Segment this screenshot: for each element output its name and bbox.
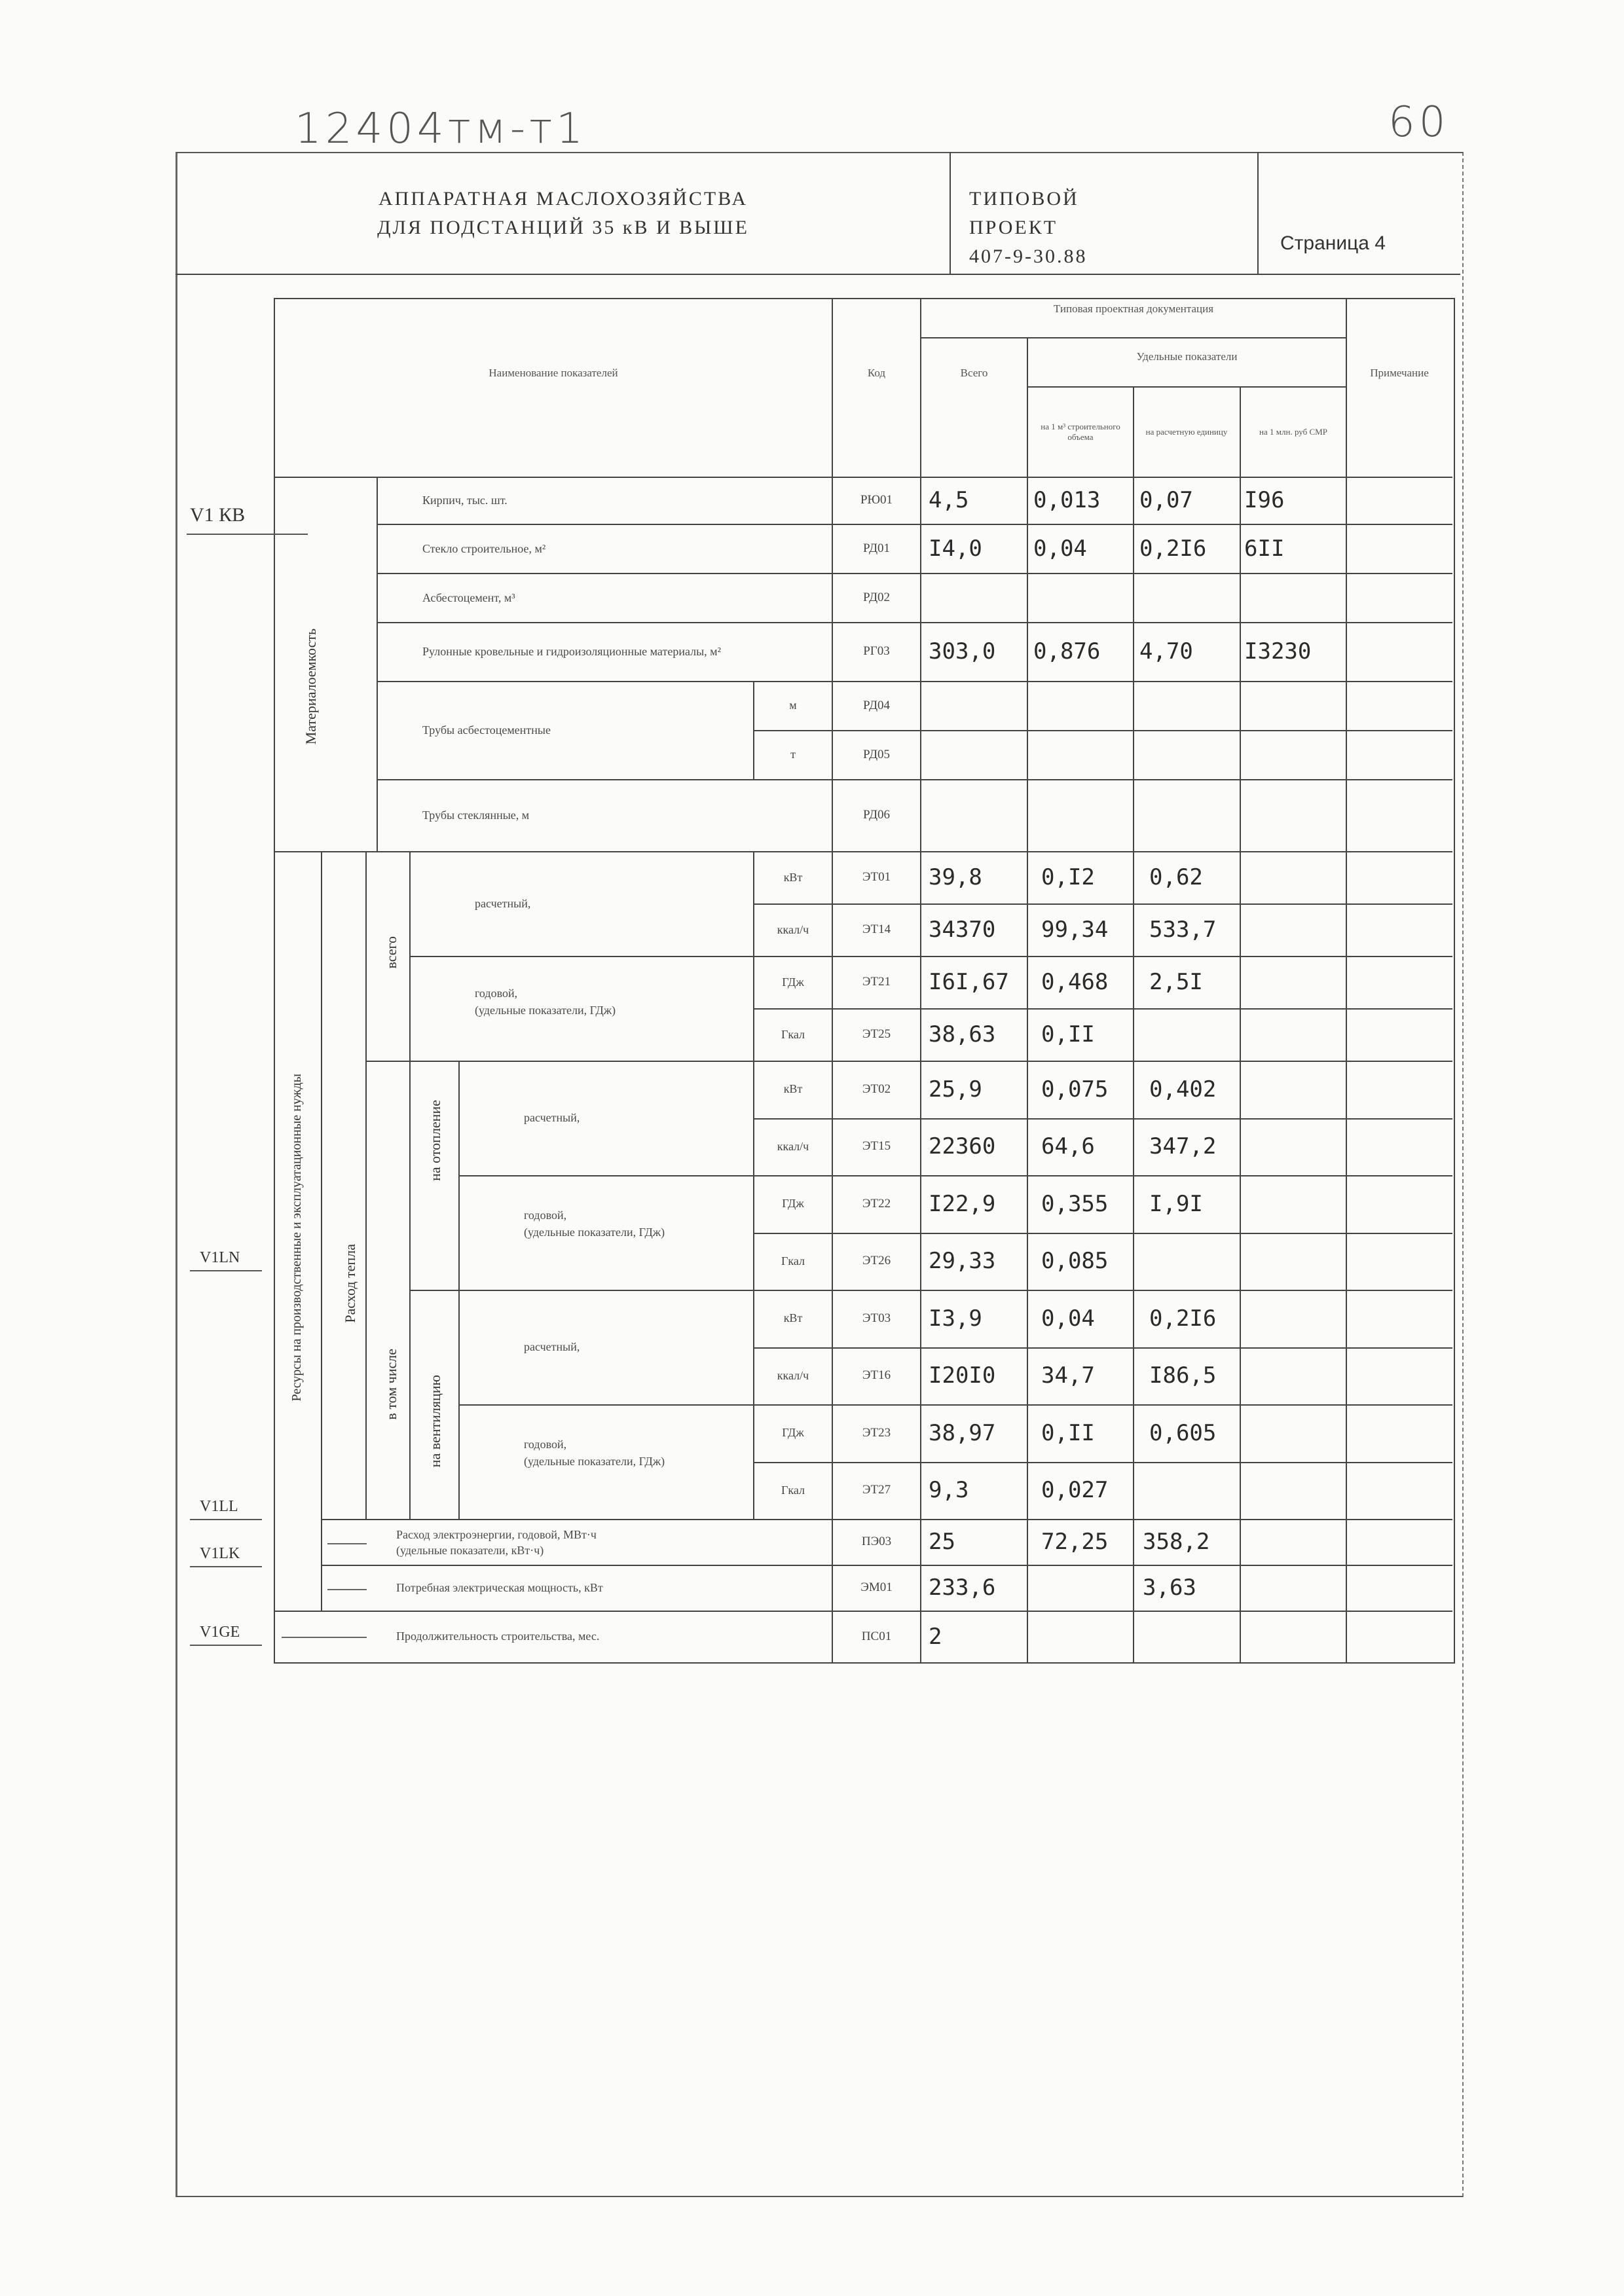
heat-code: ЭТ02 [862, 1082, 891, 1096]
heat-unit: ГДж [782, 975, 804, 989]
heat-per-m3: 0,II [1041, 1021, 1095, 1048]
heat-code: ЭТ22 [862, 1196, 891, 1211]
head-code: Код [867, 367, 886, 379]
heat-per-m3: 0,355 [1041, 1190, 1109, 1217]
title-divider-2 [1257, 152, 1259, 274]
total-label: всего [383, 936, 399, 969]
material-total: 303,0 [929, 638, 996, 665]
heat-code: ЭТ03 [862, 1311, 891, 1325]
col-sep-smr [1240, 386, 1241, 1662]
power-total: 233,6 [929, 1575, 996, 1601]
heat-annual-name: годовой, [524, 1209, 567, 1222]
material-name: Стекло строительное, м² [422, 541, 546, 555]
heat-per-m3: 0,04 [1041, 1305, 1095, 1332]
heat-per-m3: 0,468 [1041, 969, 1109, 995]
title-block-divider [175, 274, 1460, 275]
heat-total: 9,3 [929, 1477, 969, 1504]
margin-code-v1ge: V1GE [200, 1624, 240, 1641]
heat-per-unit: 347,2 [1149, 1133, 1217, 1160]
heat-per-unit: I,9I [1149, 1190, 1203, 1217]
heat-unit: ккал/ч [777, 922, 809, 936]
v1kv-leader [187, 534, 308, 535]
document-title [282, 185, 845, 242]
heat-label: Расход тепла [342, 1244, 358, 1323]
title-line-1: АППАРАТНАЯ МАСЛОХОЗЯЙСТВА [378, 188, 748, 210]
heat-label-sep [365, 851, 367, 1519]
heating-label: на отопление [427, 1100, 443, 1181]
heat-per-m3: 0,I2 [1041, 864, 1095, 890]
material-name: Асбестоцемент, м³ [422, 591, 515, 604]
v1ge-underline [190, 1645, 262, 1646]
power-name: Потребная электрическая мощность, кВт [396, 1580, 603, 1594]
handwritten-doc-id: 12404тм-т1 [295, 105, 587, 153]
heat-total: 29,33 [929, 1248, 996, 1275]
heat-unit: Гкал [781, 1483, 805, 1497]
duration-leader [282, 1637, 367, 1638]
heat-total: 39,8 [929, 864, 982, 890]
head-per-smr: на 1 млн. руб СМР [1259, 427, 1327, 437]
heat-annual-name: годовой, [475, 987, 518, 1000]
electricity-m3: 72,25 [1041, 1529, 1109, 1555]
power-unit: 3,63 [1143, 1575, 1196, 1601]
material-code: РД02 [862, 590, 891, 604]
material-name: Рулонные кровельные и гидроизоляционные материалы, м² [422, 645, 721, 658]
material-code: РЮ01 [860, 493, 893, 507]
margin-code-v1lk: V1LK [200, 1545, 240, 1562]
heat-annual-name-block [475, 985, 616, 1019]
electricity-unit: 358,2 [1143, 1529, 1210, 1555]
electricity-code: ПЭ03 [861, 1535, 892, 1548]
heat-per-unit: 0,2I6 [1149, 1305, 1217, 1332]
heat-code: ЭТ01 [862, 870, 891, 884]
heat-total: 38,63 [929, 1021, 996, 1048]
heat-annual-name: годовой, [524, 1438, 567, 1451]
duration-total: 2 [929, 1623, 942, 1650]
heat-code: ЭТ15 [862, 1139, 891, 1154]
margin-code-v1ll: V1LL [200, 1498, 238, 1515]
duration-name: Продолжительность строительства, мес. [396, 1630, 600, 1643]
project-block [969, 185, 1166, 271]
heat-total: 22360 [929, 1133, 996, 1160]
head-name: Наименование показателей [489, 367, 618, 379]
col-sep-note [1346, 298, 1347, 1662]
heat-unit: кВт [783, 1311, 803, 1325]
col-sep-unit [1133, 386, 1134, 1662]
heat-code: ЭТ23 [862, 1425, 891, 1440]
heat-per-unit: 0,402 [1149, 1076, 1217, 1102]
page-label: Страница 4 [1280, 232, 1386, 254]
margin-code-v1ln: V1LN [200, 1249, 240, 1266]
col-sep-total [920, 298, 921, 1662]
heat-annual-name-block [524, 1207, 665, 1241]
v1ll-underline [190, 1519, 262, 1520]
handwritten-sheet-number: 60 [1388, 98, 1450, 147]
heat-per-unit: I86,5 [1149, 1362, 1217, 1389]
pipes-code-1: РД04 [862, 698, 891, 712]
electricity-name: Расход электроэнергии, годовой, МВт·ч [396, 1528, 597, 1541]
ventilation-label: на вентиляцию [427, 1375, 443, 1468]
pipes-mid-line [753, 730, 1452, 731]
material-code: РД01 [862, 541, 891, 555]
heat-calc-name: расчетный, [475, 896, 531, 910]
electricity-sub: (удельные показатели, кВт·ч) [396, 1544, 544, 1557]
material-total: 4,5 [929, 487, 969, 513]
heat-unit: кВт [783, 870, 803, 884]
heat-code: ЭТ27 [862, 1483, 891, 1497]
heat-annual-sub: (удельные показатели, ГДж) [524, 1455, 665, 1468]
project-line-2: 407-9-30.88 [969, 246, 1088, 267]
heat-per-unit: 0,62 [1149, 864, 1203, 890]
heat-per-m3: 34,7 [1041, 1362, 1095, 1389]
material-per-smr: 6II [1244, 535, 1285, 562]
power-code: ЭМ01 [860, 1580, 893, 1594]
res-label-sep [321, 851, 322, 1611]
material-per-smr: I3230 [1244, 638, 1312, 665]
heat-calc-name: расчетный, [524, 1111, 580, 1124]
heat-total: 34370 [929, 917, 996, 943]
heat-total: I3,9 [929, 1305, 982, 1332]
head-note: Примечание [1370, 367, 1429, 379]
material-total: I4,0 [929, 535, 982, 562]
heat-code: ЭТ26 [862, 1254, 891, 1268]
head-specific: Удельные показатели [1136, 350, 1238, 363]
heat-total: 38,97 [929, 1419, 996, 1446]
heat-per-unit: 2,5I [1149, 969, 1203, 995]
heat-total: I6I,67 [929, 969, 1009, 995]
heat-code: ЭТ16 [862, 1368, 891, 1383]
glass-pipes-code: РД06 [862, 808, 891, 822]
title-line-2: ДЛЯ ПОДСТАНЦИЙ 35 кВ И ВЫШЕ [377, 217, 749, 238]
incl-label: в том числе [383, 1349, 399, 1420]
heat-per-m3: 0,027 [1041, 1477, 1109, 1504]
heat-unit: ккал/ч [777, 1139, 809, 1153]
electricity-leader [327, 1543, 367, 1544]
electricity-total: 25 [929, 1529, 955, 1555]
heat-total: 25,9 [929, 1076, 982, 1102]
heat-annual-sub: (удельные показатели, ГДж) [475, 1004, 616, 1017]
head-line-2 [1027, 386, 1346, 388]
heat-code: ЭТ14 [862, 922, 891, 936]
head-group-title: Типовая проектная документация [1053, 302, 1214, 315]
material-per-unit: 4,70 [1139, 638, 1193, 665]
heat-annual-sub: (удельные показатели, ГДж) [524, 1226, 665, 1239]
pipes-unit-1: м [789, 699, 797, 712]
head-per-unit: на расчетную единицу [1145, 427, 1228, 437]
pipes-name: Трубы асбестоцементные [422, 723, 551, 737]
margin-code-v1kv: V1 КВ [190, 504, 246, 526]
heat-unit: ГДж [782, 1197, 804, 1211]
materials-label: Материалоемкость [303, 629, 319, 745]
material-per-m3: 0,013 [1033, 487, 1101, 513]
heat-per-m3: 0,085 [1041, 1248, 1109, 1275]
pipes-code-2: РД05 [862, 747, 891, 761]
heat-per-m3: 64,6 [1041, 1133, 1095, 1160]
heat-total: I20I0 [929, 1362, 996, 1389]
heat-per-m3: 0,075 [1041, 1076, 1109, 1102]
heat-per-m3: 0,II [1041, 1419, 1095, 1446]
project-line-1: ТИПОВОЙ ПРОЕКТ [969, 188, 1079, 238]
material-per-unit: 0,07 [1139, 487, 1193, 513]
material-per-smr: I96 [1244, 487, 1285, 513]
v1ln-underline [190, 1270, 262, 1271]
electricity-name-block [396, 1519, 597, 1558]
heat-per-m3: 99,34 [1041, 917, 1109, 943]
duration-code: ПС01 [861, 1629, 892, 1643]
heat-total: I22,9 [929, 1190, 996, 1217]
heat-calc-name: расчетный, [524, 1340, 580, 1353]
head-line-1 [920, 337, 1346, 338]
head-total: Всего [960, 367, 988, 379]
material-code: РГ03 [863, 644, 890, 658]
material-per-unit: 0,2I6 [1139, 535, 1207, 562]
heat-code: ЭТ21 [862, 975, 891, 989]
title-divider-1 [950, 152, 951, 274]
pipes-unit-2: т [790, 748, 796, 761]
col-sep-m3 [1027, 337, 1028, 1662]
glass-pipes-name: Трубы стеклянные, м [422, 808, 530, 822]
heat-unit: ккал/ч [777, 1368, 809, 1382]
mat-label-sep [377, 477, 378, 851]
resources-label: Ресурсы на производственные и эксплуатационные нужды [289, 1074, 304, 1402]
heat-code: ЭТ25 [862, 1027, 891, 1041]
power-leader [327, 1589, 367, 1590]
heat-unit: кВт [783, 1082, 803, 1096]
heat-per-unit: 0,605 [1149, 1419, 1217, 1446]
heat-unit: Гкал [781, 1254, 805, 1267]
sub-label-sep [409, 851, 411, 1519]
heat-annual-name-block [524, 1436, 665, 1470]
material-per-m3: 0,04 [1033, 535, 1087, 562]
head-per-m3: на 1 м³ строительного объема [1041, 422, 1120, 442]
material-name: Кирпич, тыс. шт. [422, 494, 507, 507]
v1lk-underline [190, 1566, 262, 1567]
heat-per-unit: 533,7 [1149, 917, 1217, 943]
material-per-m3: 0,876 [1033, 638, 1101, 665]
heat-unit: ГДж [782, 1426, 804, 1440]
heat-unit: Гкал [781, 1027, 805, 1041]
